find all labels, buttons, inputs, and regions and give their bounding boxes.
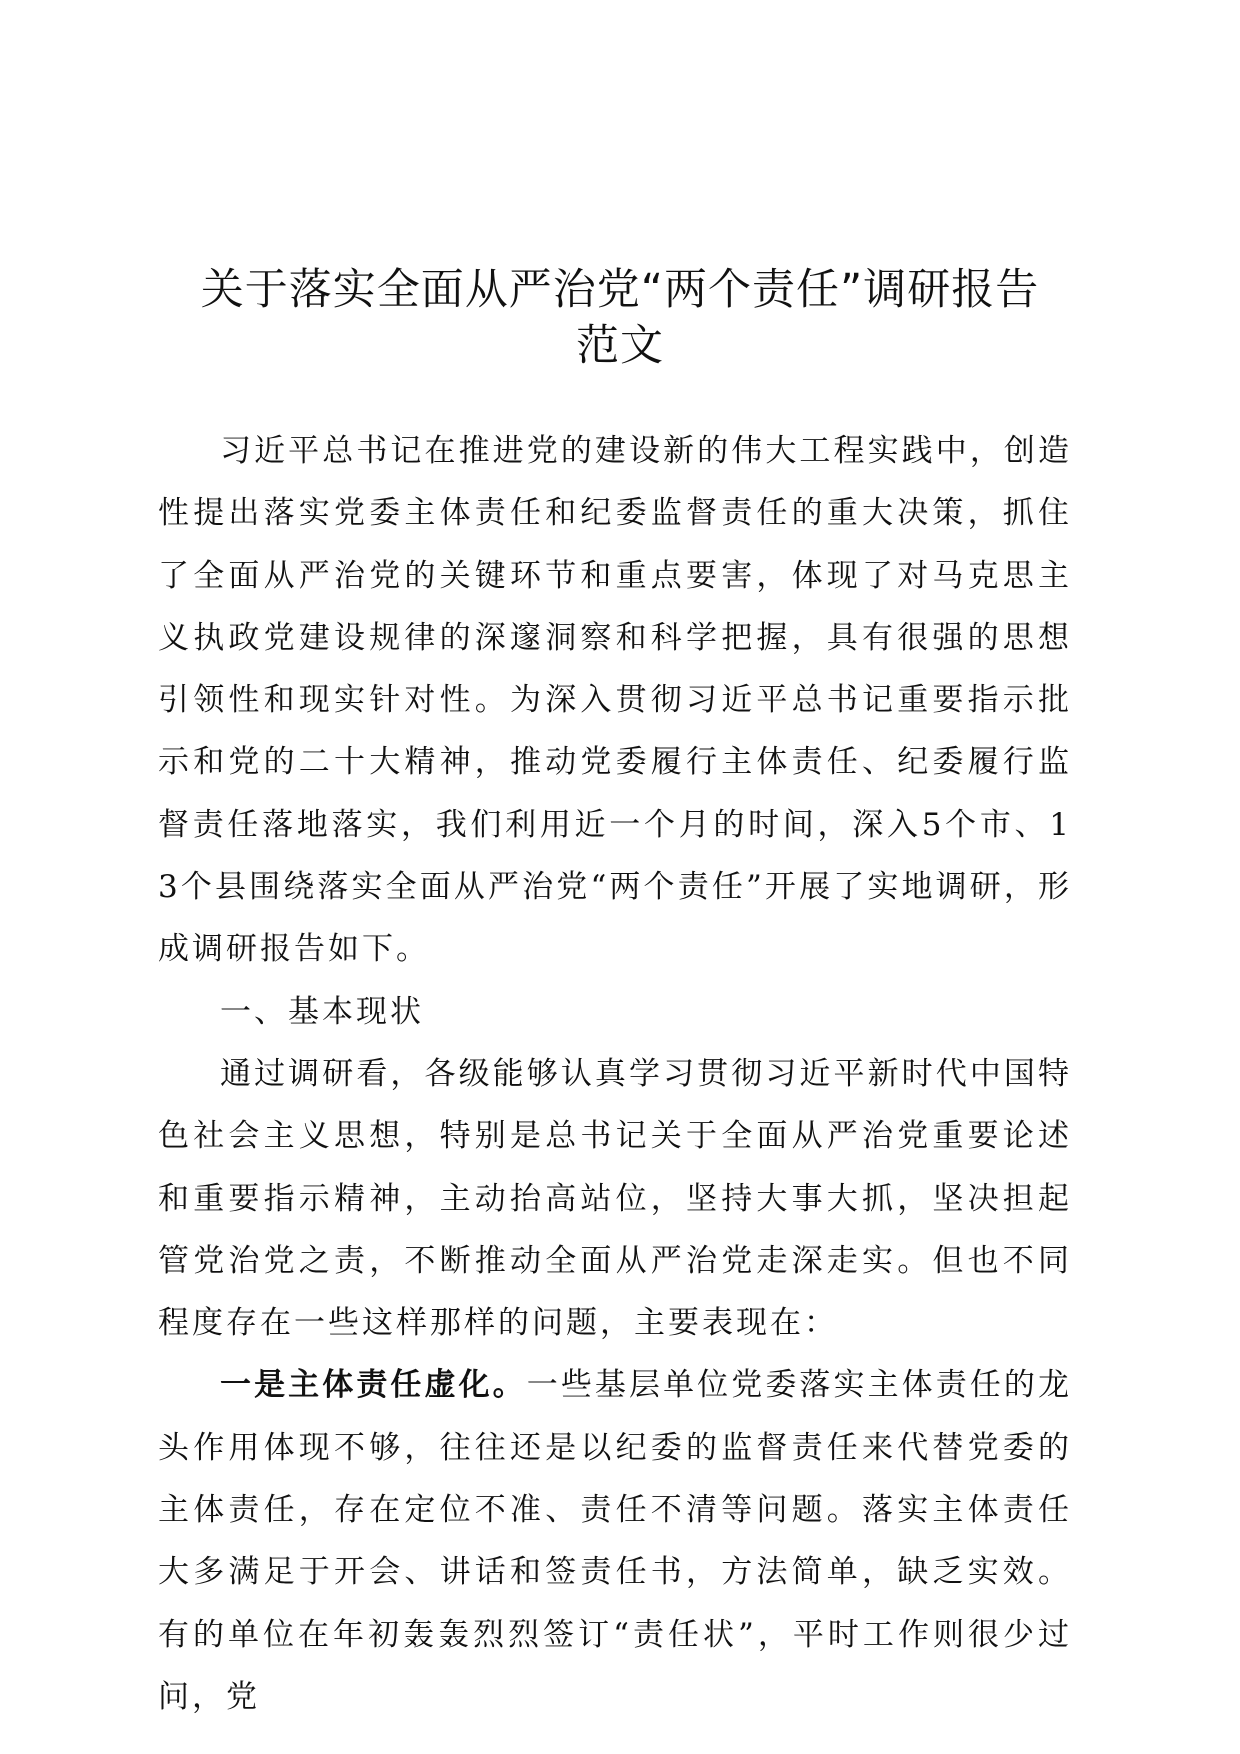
document-body	[158, 420, 1072, 1728]
section-paragraph: 通过调研看，各级能够认真学习贯彻习近平新时代中国特色社会主义思想，特别是总书记关于全面从严治党重要论述和重要指示精神，主动抬高站位，坚持大事大抓，坚决担起管党治党之责，不断推动全面从严治党走深走实。但也不同程度存在一些这样那样的问题，主要表现在：	[158, 1055, 1072, 1342]
section-heading-basic-status: 一、基本现状	[220, 993, 424, 1030]
point-paragraph-1	[158, 1354, 1072, 1728]
title-line-1: 关于落实全面从严治党“两个责任”调研报告	[200, 265, 1040, 315]
point-body-text: 一些基层单位党委落实主体责任的龙头作用体现不够，往往还是以纪委的监督责任来代替党委的主体责任，存在定位不准、责任不清等问题。落实主体责任大多满足于开会、讲话和签责任书，方法简单，缺乏实效。有的单位在年初轰轰烈烈签订“责任状”，平时工作则很少过问，党	[158, 1367, 1072, 1715]
point-lead-text: 一是主体责任虚化。	[220, 1367, 527, 1404]
title-line-2: 范文	[576, 321, 664, 371]
intro-paragraph: 习近平总书记在推进党的建设新的伟大工程实践中，创造性提出落实党委主体责任和纪委监督责任的重大决策，抓住了全面从严治党的关键环节和重点要害，体现了对马克思主义执政党建设规律的深邃洞察和科学把握，具有很强的思想引领性和现实针对性。为深入贯彻习近平总书记重要指示批示和党的二十大精神，推动党委履行主体责任、纪委履行监督责任落地落实，我们利用近一个月的时间，深入5个市、13个县围绕落实全面从严治党“两个责任”开展了实地调研，形成调研报告如下。	[158, 433, 1072, 968]
document-title	[130, 262, 1110, 374]
